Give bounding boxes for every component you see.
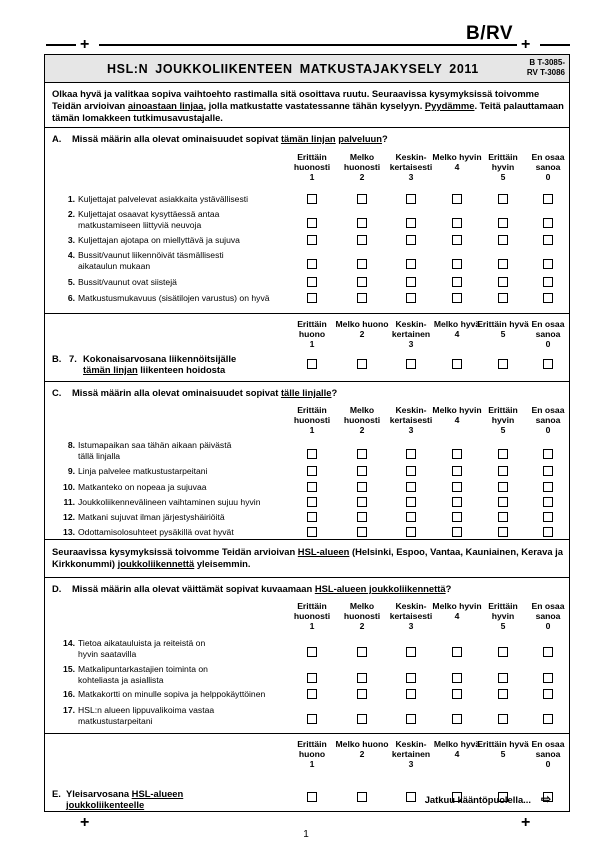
section-b-number: 7. bbox=[69, 353, 77, 364]
scale-label: Keskin-kertaisesti bbox=[389, 152, 433, 172]
form-code-tag: B/RV bbox=[466, 23, 514, 44]
item-number: 2. bbox=[67, 209, 75, 219]
section-b-item-7-checkbox-2[interactable] bbox=[357, 359, 367, 369]
section-b-item-7-checkbox-4[interactable] bbox=[452, 359, 462, 369]
item-number: 6. bbox=[67, 293, 75, 303]
scale-label: Erittäin huonosti bbox=[293, 152, 331, 172]
scale-value: 2 bbox=[359, 329, 365, 339]
scale-value: 1 bbox=[309, 759, 315, 769]
section-e-scale-header-6 bbox=[521, 739, 575, 769]
scale-value: 0 bbox=[545, 759, 551, 769]
scale-label: Melko hyvin bbox=[432, 601, 482, 611]
section-d-item-3-checkbox-3[interactable] bbox=[406, 689, 416, 699]
section-c-item-1-checkbox-1[interactable] bbox=[307, 449, 317, 459]
section-d-item-1-checkbox-0[interactable] bbox=[543, 647, 553, 657]
section-a-q-underline: tämän linjan bbox=[280, 133, 336, 144]
section-a-item-3-checkbox-3[interactable] bbox=[406, 235, 416, 245]
scale-label: Melko huono bbox=[335, 739, 389, 749]
section-a-item-5-checkbox-4[interactable] bbox=[452, 277, 462, 287]
section-a-q-pre: Missä määrin alla olevat ominaisuudet sopivat bbox=[72, 133, 281, 144]
scale-label: Erittäin huonosti bbox=[293, 601, 331, 621]
scale-label: En osaa sanoa bbox=[531, 405, 565, 425]
survey-form bbox=[44, 54, 570, 812]
item-text: matkustustarpeitani bbox=[78, 715, 153, 726]
item-text: Tietoa aikatauluista ja reiteistä on bbox=[78, 638, 206, 648]
registration-mark-bottom-left: + bbox=[80, 814, 90, 831]
item-text: Matkani sujuvat ilman järjestyshäiriöitä bbox=[78, 512, 225, 522]
section-a-item-5-checkbox-5[interactable] bbox=[498, 277, 508, 287]
scale-value: 3 bbox=[408, 621, 414, 631]
scale-value: 1 bbox=[309, 172, 315, 182]
item-number: 17. bbox=[63, 705, 75, 715]
section-e-line1 bbox=[66, 788, 183, 799]
section-b-scale-header-2 bbox=[335, 319, 389, 339]
section-a-item-6-checkbox-4[interactable] bbox=[452, 293, 462, 303]
item-text: Joukkoliikennevälineen vaihtaminen sujuu hyvin bbox=[78, 497, 261, 507]
item-number: 14. bbox=[63, 638, 75, 648]
scale-label: En osaa sanoa bbox=[531, 152, 565, 172]
scale-label: Keskin-kertaisesti bbox=[389, 405, 433, 425]
intro-underline2: Pyydämme bbox=[424, 100, 475, 111]
section-a-scale-header-2 bbox=[335, 152, 389, 182]
section-d-letter: D. bbox=[52, 583, 62, 594]
section-a-item-6-checkbox-1[interactable] bbox=[307, 293, 317, 303]
section-a-item-5-checkbox-2[interactable] bbox=[357, 277, 367, 287]
section-d-item-4-checkbox-3[interactable] bbox=[406, 714, 416, 724]
section-d-scale-header-1 bbox=[285, 601, 339, 631]
section-a-item-1-checkbox-2[interactable] bbox=[357, 194, 367, 204]
section-d-q-post: ? bbox=[445, 583, 452, 594]
hsl-note-post: yleisemmin. bbox=[194, 558, 251, 569]
section-c-item-1-checkbox-2[interactable] bbox=[357, 449, 367, 459]
registration-mark-top-left: + bbox=[80, 36, 90, 53]
item-number: 11. bbox=[63, 497, 75, 507]
section-a-item-5-checkbox-3[interactable] bbox=[406, 277, 416, 287]
scale-label: Keskin-kertainen bbox=[391, 739, 431, 759]
section-a-item-1-checkbox-4[interactable] bbox=[452, 194, 462, 204]
item-text: Kuljettajat palvelevat asiakkaita ystävällisesti bbox=[78, 194, 249, 204]
section-c-q-underline: tälle linjalle bbox=[280, 387, 332, 398]
section-a-item-4-checkbox-0[interactable] bbox=[543, 259, 553, 269]
item-text: Bussit/vaunut liikennöivät täsmällisesti bbox=[78, 250, 224, 260]
section-a-item-3-checkbox-5[interactable] bbox=[498, 235, 508, 245]
section-d-item-2-checkbox-3[interactable] bbox=[406, 673, 416, 683]
section-a-question bbox=[52, 133, 388, 144]
section-c-item-6-checkbox-5[interactable] bbox=[498, 527, 508, 537]
section-e-checkbox-3[interactable] bbox=[406, 792, 416, 802]
section-a-letter: A. bbox=[52, 133, 62, 144]
section-c-item-2-checkbox-1[interactable] bbox=[307, 466, 317, 476]
section-b-line2 bbox=[83, 364, 225, 375]
section-a-q-underline2: palveluun bbox=[338, 133, 383, 144]
scale-label: Melko huonosti bbox=[343, 152, 381, 172]
section-c-item-5-checkbox-2[interactable] bbox=[357, 512, 367, 522]
item-number: 10. bbox=[63, 482, 75, 492]
section-a-item-3-checkbox-4[interactable] bbox=[452, 235, 462, 245]
scale-label: Melko hyvin bbox=[432, 405, 482, 415]
scale-value: 0 bbox=[545, 621, 551, 631]
section-d-item-1-checkbox-3[interactable] bbox=[406, 647, 416, 657]
item-number: 13. bbox=[63, 527, 75, 537]
section-d-item-4-checkbox-1[interactable] bbox=[307, 714, 317, 724]
title-bar bbox=[45, 55, 569, 83]
hsl-note-mid: (Helsinki, Espoo, Vantaa, Kauniainen, Kerava ja Kirkkonummi) bbox=[52, 546, 563, 569]
section-b-item-7-checkbox-1[interactable] bbox=[307, 359, 317, 369]
continue-text: Jatkuu kääntöpuolella... bbox=[424, 794, 531, 805]
section-d-item-1-checkbox-4[interactable] bbox=[452, 647, 462, 657]
section-a-item-5-checkbox-0[interactable] bbox=[543, 277, 553, 287]
section-a-item-1-checkbox-3[interactable] bbox=[406, 194, 416, 204]
top-rule-left bbox=[46, 44, 76, 46]
scale-label: En osaa sanoa bbox=[531, 601, 565, 621]
section-d-q-underline: HSL-alueen joukkoliikennettä bbox=[314, 583, 446, 594]
scale-value: 5 bbox=[500, 425, 506, 435]
section-a-item-2-checkbox-0[interactable] bbox=[543, 218, 553, 228]
scale-label: En osaa sanoa bbox=[531, 319, 565, 339]
survey-code bbox=[527, 58, 565, 78]
scale-label: Melko hyvä bbox=[433, 319, 481, 329]
item-number: 4. bbox=[67, 250, 75, 260]
scale-value: 2 bbox=[359, 172, 365, 182]
divider-after-note bbox=[45, 577, 569, 578]
section-a-item-3-checkbox-0[interactable] bbox=[543, 235, 553, 245]
scale-value: 4 bbox=[454, 162, 460, 172]
section-c-item-6-checkbox-1[interactable] bbox=[307, 527, 317, 537]
scale-label: Keskin-kertainen bbox=[391, 319, 431, 339]
section-d-item-1-checkbox-5[interactable] bbox=[498, 647, 508, 657]
section-e-scale-header-1 bbox=[285, 739, 339, 769]
section-d-item-3-checkbox-0[interactable] bbox=[543, 689, 553, 699]
scale-label: Melko hyvä bbox=[433, 739, 481, 749]
section-d-scale-header-6 bbox=[521, 601, 575, 631]
section-c-item-4-checkbox-2[interactable] bbox=[357, 497, 367, 507]
section-d-item-3-checkbox-5[interactable] bbox=[498, 689, 508, 699]
scale-label: Erittäin hyvä bbox=[477, 319, 529, 329]
section-c-item-6-checkbox-0[interactable] bbox=[543, 527, 553, 537]
survey-code-line2: RV T-3086 bbox=[526, 68, 565, 77]
scale-value: 2 bbox=[359, 749, 365, 759]
divider-after-b bbox=[45, 381, 569, 382]
section-a-item-4-checkbox-2[interactable] bbox=[357, 259, 367, 269]
scale-label: Melko huonosti bbox=[343, 405, 381, 425]
section-d-item-2-checkbox-0[interactable] bbox=[543, 673, 553, 683]
section-c-q-post: ? bbox=[331, 387, 338, 398]
scale-value: 4 bbox=[454, 749, 460, 759]
section-c-item-2-checkbox-0[interactable] bbox=[543, 466, 553, 476]
section-a-item-1-checkbox-1[interactable] bbox=[307, 194, 317, 204]
scale-value: 4 bbox=[454, 415, 460, 425]
hsl-note-pre: Seuraavissa kysymyksissä toivomme Teidän arvioivan bbox=[52, 546, 298, 557]
scale-value: 0 bbox=[545, 339, 551, 349]
item-text: Matkustusmukavuus (sisätilojen varustus) on hyvä bbox=[78, 293, 270, 303]
divider-after-c bbox=[45, 539, 569, 540]
item-number: 8. bbox=[67, 440, 75, 450]
scale-label: Erittäin hyvin bbox=[488, 601, 518, 621]
section-e-line1-underline: HSL-alueen bbox=[131, 788, 184, 799]
item-text: aikataulun mukaan bbox=[78, 260, 151, 271]
survey-code-line1: B T-3085- bbox=[529, 58, 565, 67]
scale-label: Erittäin hyvin bbox=[488, 405, 518, 425]
section-c-scale-header-1 bbox=[285, 405, 339, 435]
section-c-item-4-checkbox-4[interactable] bbox=[452, 497, 462, 507]
continue-arrow-icon: ⇨ bbox=[540, 792, 551, 806]
section-a-scale-header-1 bbox=[285, 152, 339, 182]
section-c-item-5-checkbox-4[interactable] bbox=[452, 512, 462, 522]
section-e-scale-header-2 bbox=[335, 739, 389, 759]
scale-value: 3 bbox=[408, 759, 414, 769]
section-e-checkbox-1[interactable] bbox=[307, 792, 317, 802]
scale-value: 5 bbox=[500, 749, 506, 759]
section-c-item-6-checkbox-3[interactable] bbox=[406, 527, 416, 537]
section-c-item-2-checkbox-2[interactable] bbox=[357, 466, 367, 476]
section-b-line2-underline: tämän linjan bbox=[83, 364, 138, 375]
survey-title: HSL:N JOUKKOLIIKENTEEN MATKUSTAJAKYSELY 2011 bbox=[107, 62, 479, 76]
section-c-item-3-checkbox-0[interactable] bbox=[543, 482, 553, 492]
section-a-item-4-checkbox-5[interactable] bbox=[498, 259, 508, 269]
section-c-item-5-checkbox-0[interactable] bbox=[543, 512, 553, 522]
hsl-note-underline2: joukkoliikennettä bbox=[117, 558, 195, 569]
section-a-item-2-checkbox-1[interactable] bbox=[307, 218, 317, 228]
section-c-item-3-checkbox-1[interactable] bbox=[307, 482, 317, 492]
section-b-item-7-checkbox-3[interactable] bbox=[406, 359, 416, 369]
intro-underline1: ainoastaan linjaa bbox=[127, 100, 204, 111]
section-c-item-4-checkbox-5[interactable] bbox=[498, 497, 508, 507]
scale-value: 3 bbox=[408, 172, 414, 182]
section-a-item-5-checkbox-1[interactable] bbox=[307, 277, 317, 287]
item-text: matkustamiseen liittyviä neuvoja bbox=[78, 219, 202, 230]
section-e-checkbox-2[interactable] bbox=[357, 792, 367, 802]
section-d-item-3-checkbox-4[interactable] bbox=[452, 689, 462, 699]
section-a-item-6-checkbox-5[interactable] bbox=[498, 293, 508, 303]
scale-label: Erittäin hyvin bbox=[488, 152, 518, 172]
section-d-item-1-checkbox-2[interactable] bbox=[357, 647, 367, 657]
intro-part2: , jolla matkustatte vastatessanne tähän kyselyyn. bbox=[203, 100, 425, 111]
section-d-item-2-checkbox-2[interactable] bbox=[357, 673, 367, 683]
scale-value: 3 bbox=[408, 339, 414, 349]
intro-part1: Olkaa hyvä ja valitkaa sopiva vaihtoehto rastimalla sitä osoittava ruutu. Seuraavissa kysymyksissä toivomme Teidän arvioivan bbox=[52, 88, 540, 111]
section-c-item-2-checkbox-5[interactable] bbox=[498, 466, 508, 476]
item-text: tällä linjalla bbox=[78, 450, 121, 461]
section-d-item-4-checkbox-4[interactable] bbox=[452, 714, 462, 724]
section-c-item-3-checkbox-3[interactable] bbox=[406, 482, 416, 492]
section-a-item-1-checkbox-5[interactable] bbox=[498, 194, 508, 204]
item-text: HSL:n alueen lippuvalikoima vastaa bbox=[78, 705, 215, 715]
divider-after-intro bbox=[45, 127, 569, 128]
section-a-item-6-checkbox-3[interactable] bbox=[406, 293, 416, 303]
hsl-region-note bbox=[52, 546, 564, 570]
section-d-item-2-checkbox-4[interactable] bbox=[452, 673, 462, 683]
intro-text bbox=[52, 88, 564, 124]
top-rule-right bbox=[540, 44, 570, 46]
section-a-item-4-checkbox-1[interactable] bbox=[307, 259, 317, 269]
top-rule-middle bbox=[99, 44, 517, 46]
scale-label: En osaa sanoa bbox=[531, 739, 565, 759]
item-text: hyvin saatavilla bbox=[78, 648, 137, 659]
section-c-item-5-checkbox-5[interactable] bbox=[498, 512, 508, 522]
section-c-item-1-checkbox-5[interactable] bbox=[498, 449, 508, 459]
section-a-item-1-checkbox-0[interactable] bbox=[543, 194, 553, 204]
scale-label: Melko huonosti bbox=[343, 601, 381, 621]
section-c-scale-header-2 bbox=[335, 405, 389, 435]
scale-label: Erittäin huono bbox=[297, 739, 327, 759]
section-d-question bbox=[52, 583, 451, 594]
section-b-line1: Kokonaisarvosana liikennöitsijälle bbox=[83, 353, 237, 364]
scale-label: Erittäin huonosti bbox=[293, 405, 331, 425]
page-number: 1 bbox=[303, 829, 309, 840]
registration-mark-top-right: + bbox=[521, 36, 531, 53]
section-a-item-2-checkbox-5[interactable] bbox=[498, 218, 508, 228]
divider-after-a bbox=[45, 313, 569, 314]
section-c-item-3-checkbox-5[interactable] bbox=[498, 482, 508, 492]
section-d-item-1-checkbox-1[interactable] bbox=[307, 647, 317, 657]
section-d-item-4-checkbox-0[interactable] bbox=[543, 714, 553, 724]
item-number: 15. bbox=[63, 664, 75, 674]
scale-value: 0 bbox=[545, 425, 551, 435]
scale-value: 4 bbox=[454, 611, 460, 621]
section-c-item-6-checkbox-4[interactable] bbox=[452, 527, 462, 537]
section-a-item-2-checkbox-2[interactable] bbox=[357, 218, 367, 228]
section-c-item-5-checkbox-1[interactable] bbox=[307, 512, 317, 522]
section-b-scale-header-6 bbox=[521, 319, 575, 349]
scale-value: 5 bbox=[500, 172, 506, 182]
section-e-letter: E. bbox=[52, 788, 61, 799]
section-c-item-2-checkbox-3[interactable] bbox=[406, 466, 416, 476]
scale-value: 1 bbox=[309, 425, 315, 435]
item-text: Bussit/vaunut ovat siistejä bbox=[78, 277, 177, 287]
section-c-item-1-checkbox-0[interactable] bbox=[543, 449, 553, 459]
section-d-item-3-checkbox-2[interactable] bbox=[357, 689, 367, 699]
scale-value: 4 bbox=[454, 329, 460, 339]
item-text: Matkakortti on minulle sopiva ja helppokäyttöinen bbox=[78, 689, 266, 699]
item-text: kohteliasta ja asiallista bbox=[78, 674, 164, 685]
section-d-scale-header-2 bbox=[335, 601, 389, 631]
section-c-item-1-checkbox-3[interactable] bbox=[406, 449, 416, 459]
scale-value: 5 bbox=[500, 329, 506, 339]
section-a-scale-header-6 bbox=[521, 152, 575, 182]
section-d-item-4-checkbox-2[interactable] bbox=[357, 714, 367, 724]
scale-label: Erittäin huono bbox=[297, 319, 327, 339]
section-c-item-1-checkbox-4[interactable] bbox=[452, 449, 462, 459]
hsl-note-underline1: HSL-alueen bbox=[297, 546, 350, 557]
section-d-item-3-checkbox-1[interactable] bbox=[307, 689, 317, 699]
section-a-item-2-checkbox-3[interactable] bbox=[406, 218, 416, 228]
section-b-item-7-checkbox-0[interactable] bbox=[543, 359, 553, 369]
scale-label: Melko huono bbox=[335, 319, 389, 329]
section-d-q-pre: Missä määrin alla olevat väittämät sopivat kuvaamaan bbox=[72, 583, 315, 594]
scale-label: Erittäin hyvä bbox=[477, 739, 529, 749]
section-c-item-5-checkbox-3[interactable] bbox=[406, 512, 416, 522]
section-c-item-4-checkbox-1[interactable] bbox=[307, 497, 317, 507]
section-d-item-2-checkbox-5[interactable] bbox=[498, 673, 508, 683]
section-a-item-4-checkbox-4[interactable] bbox=[452, 259, 462, 269]
section-e-line1-pre: Yleisarvosana bbox=[66, 788, 132, 799]
item-number: 12. bbox=[63, 512, 75, 522]
section-e-line2-underline: joukkoliikenteelle bbox=[66, 799, 145, 810]
scale-label: Melko hyvin bbox=[432, 152, 482, 162]
scale-value: 0 bbox=[545, 172, 551, 182]
section-c-q-pre: Missä määrin alla olevat ominaisuudet sopivat bbox=[72, 387, 281, 398]
section-a-item-3-checkbox-2[interactable] bbox=[357, 235, 367, 245]
scale-value: 2 bbox=[359, 425, 365, 435]
section-b-letter: B. bbox=[52, 353, 62, 364]
section-a-item-6-checkbox-0[interactable] bbox=[543, 293, 553, 303]
item-number: 16. bbox=[63, 689, 75, 699]
item-text: Matkalipuntarkastajien toiminta on bbox=[78, 664, 208, 674]
section-c-item-4-checkbox-0[interactable] bbox=[543, 497, 553, 507]
item-number: 3. bbox=[67, 235, 75, 245]
item-text: Kuljettajat osaavat kysyttäessä antaa bbox=[78, 209, 220, 219]
scale-value: 1 bbox=[309, 339, 315, 349]
section-b-scale-header-1 bbox=[285, 319, 339, 349]
divider-after-d bbox=[45, 733, 569, 734]
registration-mark-bottom-right: + bbox=[521, 814, 531, 831]
item-text: Linja palvelee matkustustarpeitani bbox=[78, 466, 208, 476]
section-a-item-4-checkbox-3[interactable] bbox=[406, 259, 416, 269]
section-c-question bbox=[52, 387, 337, 398]
section-c-letter: C. bbox=[52, 387, 62, 398]
item-number: 5. bbox=[67, 277, 75, 287]
section-a-item-3-checkbox-1[interactable] bbox=[307, 235, 317, 245]
section-c-item-2-checkbox-4[interactable] bbox=[452, 466, 462, 476]
section-d-item-4-checkbox-5[interactable] bbox=[498, 714, 508, 724]
scale-value: 1 bbox=[309, 621, 315, 631]
section-c-item-4-checkbox-3[interactable] bbox=[406, 497, 416, 507]
intro-part4: . Teitä palauttamaan tämän lomakkeen tutkimusavustajalle. bbox=[52, 100, 564, 123]
item-text: Kuljettajan ajotapa on miellyttävä ja sujuva bbox=[78, 235, 240, 245]
section-c-item-3-checkbox-2[interactable] bbox=[357, 482, 367, 492]
section-c-scale-header-6 bbox=[521, 405, 575, 435]
section-a-q-post: ? bbox=[382, 133, 388, 144]
section-c-item-3-checkbox-4[interactable] bbox=[452, 482, 462, 492]
section-a-item-6-checkbox-2[interactable] bbox=[357, 293, 367, 303]
item-text: Matkanteko on nopeaa ja sujuvaa bbox=[78, 482, 207, 492]
section-e-line2 bbox=[66, 799, 144, 810]
scale-label: Keskin-kertaisesti bbox=[389, 601, 433, 621]
section-c-item-6-checkbox-2[interactable] bbox=[357, 527, 367, 537]
section-b-line2-post: liikenteen hoidosta bbox=[137, 364, 226, 375]
section-a-item-2-checkbox-4[interactable] bbox=[452, 218, 462, 228]
scale-value: 2 bbox=[359, 621, 365, 631]
scale-value: 3 bbox=[408, 425, 414, 435]
scale-value: 5 bbox=[500, 621, 506, 631]
item-number: 9. bbox=[67, 466, 75, 476]
section-d-item-2-checkbox-1[interactable] bbox=[307, 673, 317, 683]
item-text: Odottamisolosuhteet pysäkillä ovat hyvät bbox=[78, 527, 234, 537]
section-b-item-7-checkbox-5[interactable] bbox=[498, 359, 508, 369]
item-text: Istumapaikan saa tähän aikaan päivästä bbox=[78, 440, 232, 450]
item-number: 1. bbox=[67, 194, 75, 204]
